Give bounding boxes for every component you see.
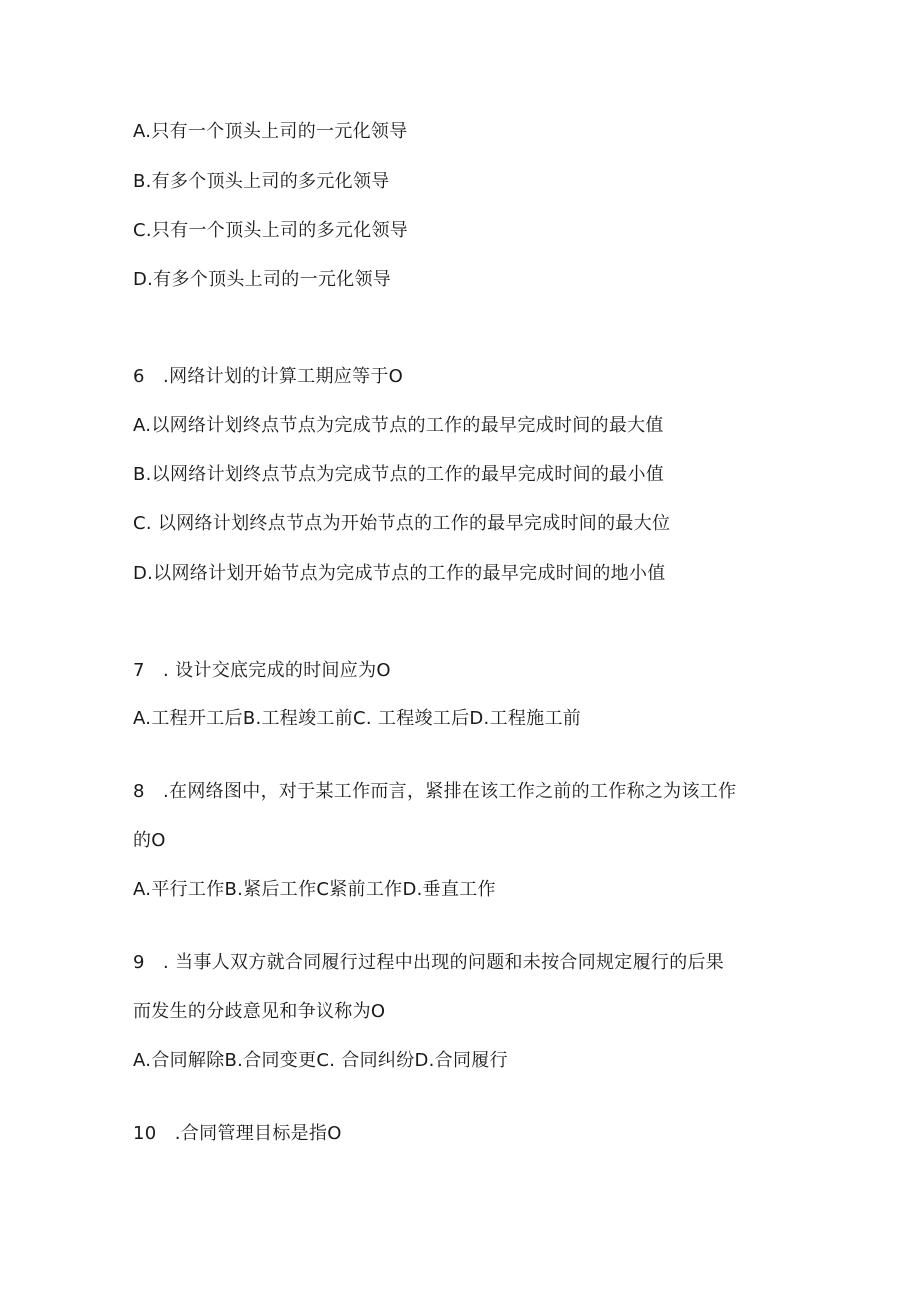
- question-8: 8 .在网络图中，对于某工作而言，紧排在该工作之前的工作称之为该工作: [133, 781, 737, 802]
- option-c-line: C.只有一个顶头上司的多元化领导: [133, 220, 409, 241]
- question-9-continued: 而发生的分歧意见和争议称为O: [133, 1001, 386, 1022]
- question-6-option-a: A.以网络计划终点节点为完成节点的工作的最早完成时间的最大值: [133, 415, 664, 436]
- question-6-option-b: B.以网络计划终点节点为完成节点的工作的最早完成时间的最小值: [133, 464, 665, 485]
- option-d-line: D.有多个顶头上司的一元化领导: [133, 269, 392, 290]
- question-8-options: A.平行工作B.紧后工作C紧前工作D.垂直工作: [133, 879, 496, 900]
- question-7-options: A.工程开工后B.工程竣工前C. 工程竣工后D.工程施工前: [133, 708, 582, 729]
- option-a-line: A.只有一个顶头上司的一元化领导: [133, 121, 408, 142]
- question-10: 10 .合同管理目标是指O: [133, 1123, 342, 1144]
- option-b-line: B.有多个顶头上司的多元化领导: [133, 171, 390, 192]
- question-8-continued: 的O: [133, 830, 166, 851]
- question-6-option-d: D.以网络计划开始节点为完成节点的工作的最早完成时间的地小值: [133, 563, 666, 584]
- question-9: 9 . 当事人双方就合同履行过程中出现的问题和未按合同规定履行的后果: [133, 952, 725, 973]
- question-6-option-c: C. 以网络计划终点节点为开始节点的工作的最早完成时间的最大位: [133, 513, 671, 534]
- question-7: 7 . 设计交底完成的时间应为O: [133, 660, 391, 681]
- question-9-options: A.合同解除B.合同变更C. 合同纠纷D.合同履行: [133, 1050, 508, 1071]
- question-6: 6 .网络计划的计算工期应等于O: [133, 366, 404, 387]
